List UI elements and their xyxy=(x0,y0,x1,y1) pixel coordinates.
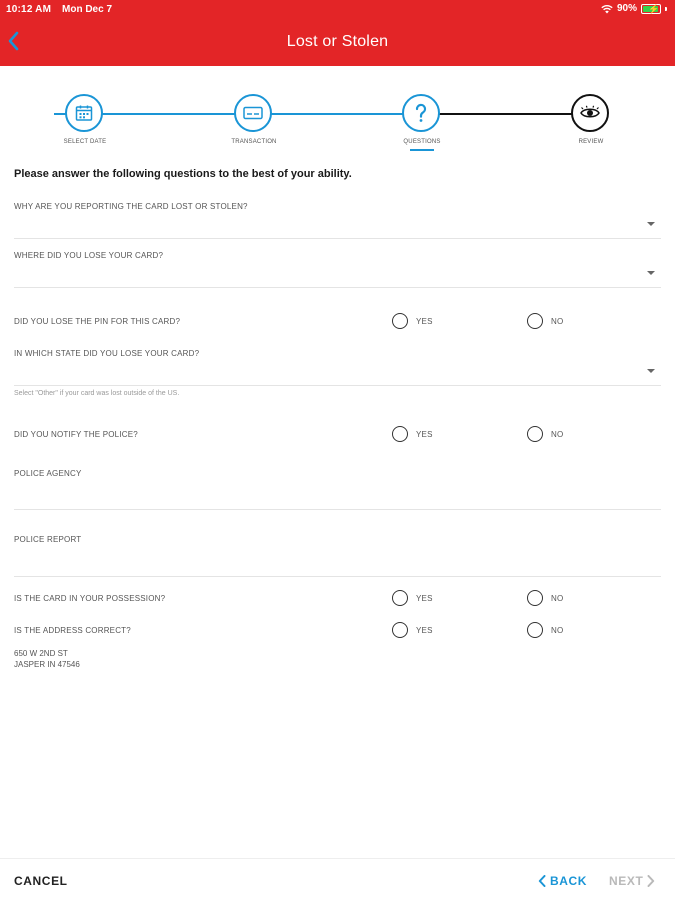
radio-circle-icon xyxy=(527,590,543,606)
battery-icon: ⚡ xyxy=(641,4,661,14)
radio-label: YES xyxy=(416,316,433,326)
credit-card-icon xyxy=(242,103,264,123)
address-label: IS THE ADDRESS CORRECT? xyxy=(14,626,131,635)
step-questions[interactable] xyxy=(402,94,442,145)
address-block xyxy=(14,648,80,670)
radio-circle-icon xyxy=(527,426,543,442)
radio-label: YES xyxy=(416,429,433,439)
address-no-radio[interactable] xyxy=(527,622,563,638)
back-button-label: BACK xyxy=(550,874,588,888)
step-transaction[interactable] xyxy=(231,94,277,145)
address-line-1: 650 W 2ND ST xyxy=(14,649,68,658)
police-label: DID YOU NOTIFY THE POLICE? xyxy=(14,430,138,439)
nav-header xyxy=(0,0,675,66)
footer-divider xyxy=(0,858,675,859)
radio-label: NO xyxy=(551,625,564,635)
divider xyxy=(14,238,661,239)
divider xyxy=(14,385,661,386)
status-indicators xyxy=(601,3,667,14)
possession-yes-radio[interactable] xyxy=(392,590,433,606)
battery-percent: 90% xyxy=(616,3,637,14)
radio-circle-icon xyxy=(392,313,408,329)
current-step-indicator xyxy=(410,149,434,151)
possession-no-radio[interactable] xyxy=(527,590,563,606)
police-yes-radio[interactable] xyxy=(392,426,433,442)
state-helper-text: Select "Other" if your card was lost outside of the US. xyxy=(14,390,180,397)
radio-circle-icon xyxy=(392,622,408,638)
state-dropdown[interactable] xyxy=(14,361,661,383)
wifi-icon xyxy=(601,4,613,14)
status-date: Mon Dec 7 xyxy=(62,4,113,15)
divider xyxy=(14,287,661,288)
divider xyxy=(14,509,661,510)
police-no-radio[interactable] xyxy=(527,426,563,442)
step-review[interactable] xyxy=(571,94,611,145)
chevron-left-icon xyxy=(538,875,546,887)
pin-no-radio[interactable] xyxy=(527,313,563,329)
divider xyxy=(14,576,661,577)
next-button[interactable] xyxy=(609,874,655,888)
status-time: 10:12 AM xyxy=(6,4,52,15)
progress-stepper xyxy=(0,92,675,156)
step-label: SELECT DATE xyxy=(63,139,107,145)
battery-tip xyxy=(665,7,667,11)
step-select-date[interactable] xyxy=(63,94,107,145)
address-line-2: JASPER IN 47546 xyxy=(14,660,80,669)
pin-yes-radio[interactable] xyxy=(392,313,433,329)
address-yes-radio[interactable] xyxy=(392,622,433,638)
status-bar xyxy=(0,0,675,18)
radio-circle-icon xyxy=(392,590,408,606)
form-intro: Please answer the following questions to the best of your ability. xyxy=(14,168,352,180)
step-label: TRANSACTION xyxy=(231,139,277,145)
eye-icon xyxy=(579,104,601,122)
where-dropdown-arrow-icon[interactable] xyxy=(647,271,655,275)
radio-circle-icon xyxy=(527,622,543,638)
reason-label: WHY ARE YOU REPORTING THE CARD LOST OR STOLEN? xyxy=(14,202,248,211)
radio-label: NO xyxy=(551,316,564,326)
police-report-input[interactable] xyxy=(14,550,661,572)
possession-label: IS THE CARD IN YOUR POSSESSION? xyxy=(14,594,166,603)
question-mark-icon xyxy=(411,102,431,124)
police-agency-label: POLICE AGENCY xyxy=(14,469,82,478)
step-label: QUESTIONS xyxy=(403,139,441,145)
pin-label: DID YOU LOSE THE PIN FOR THIS CARD? xyxy=(14,317,181,326)
radio-label: YES xyxy=(416,593,433,603)
calendar-icon xyxy=(74,103,94,123)
page-title: Lost or Stolen xyxy=(286,33,389,50)
police-report-label: POLICE REPORT xyxy=(14,535,82,544)
where-dropdown[interactable] xyxy=(14,263,661,285)
where-label: WHERE DID YOU LOSE YOUR CARD? xyxy=(14,251,164,260)
state-dropdown-arrow-icon[interactable] xyxy=(647,369,655,373)
step-label: REVIEW xyxy=(578,139,604,145)
back-button[interactable] xyxy=(538,874,587,888)
radio-label: NO xyxy=(551,429,564,439)
next-button-label: NEXT xyxy=(609,874,644,888)
radio-label: YES xyxy=(416,625,433,635)
state-label: IN WHICH STATE DID YOU LOSE YOUR CARD? xyxy=(14,349,200,358)
radio-circle-icon xyxy=(392,426,408,442)
radio-label: NO xyxy=(551,593,564,603)
stepper-line-upcoming xyxy=(438,113,590,115)
cancel-button[interactable]: CANCEL xyxy=(14,874,68,888)
reason-dropdown-arrow-icon[interactable] xyxy=(647,222,655,226)
police-agency-input[interactable] xyxy=(14,484,661,506)
radio-circle-icon xyxy=(527,313,543,329)
chevron-right-icon xyxy=(647,875,655,887)
reason-dropdown[interactable] xyxy=(14,214,661,236)
